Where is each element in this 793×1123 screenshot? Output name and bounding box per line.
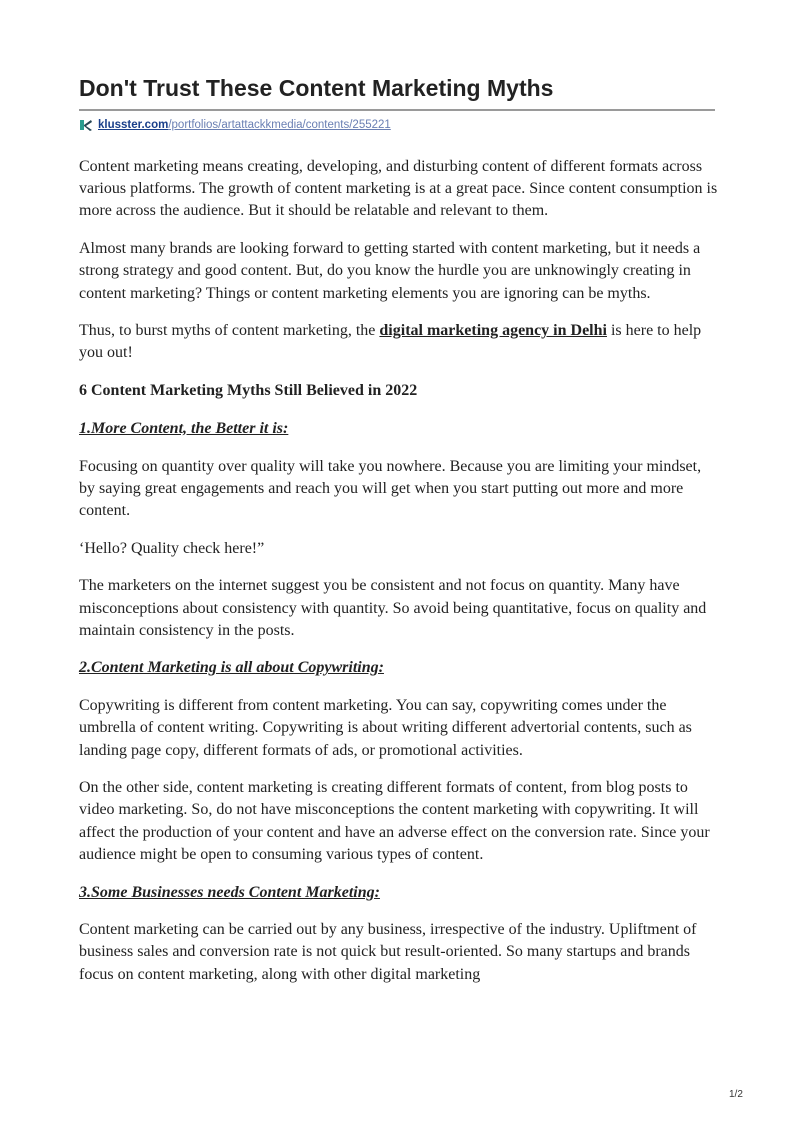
myth-1-paragraph-3: The marketers on the internet suggest you be consistent and not focus on quantity. Many have misconceptions about consistency with quantity. So avoid being quantitative, focus on quality and maintain consistency in the posts. xyxy=(79,577,707,639)
myth-2-paragraph-1: Copywriting is different from content marketing. You can say, copywriting comes under the umbrella of content writing. Copywriting is about writing different advertorial contents, such as landing page copy, different formats of ads, or promotional activities. xyxy=(79,697,692,759)
myth-1-paragraph-2: ‘Hello? Quality check here!” xyxy=(79,539,265,557)
title-divider xyxy=(79,109,715,111)
intro-paragraph-3 xyxy=(79,320,719,364)
page-title: Don't Trust These Content Marketing Myths xyxy=(79,75,554,101)
myth-1-title: 1.More Content, the Better it is: xyxy=(79,419,289,437)
myth-2-paragraph-2: On the other side, content marketing is creating different formats of content, from blog posts to video marketing. So, do not have misconceptions the content marketing with copywriting. It will affect the production of your content and have an adverse effect on the conversion rate. Since your audience might be open to consuming various types of content. xyxy=(79,779,710,863)
myth-3-title: 3.Some Businesses needs Content Marketing: xyxy=(79,883,380,901)
agency-link[interactable]: digital marketing agency in Delhi xyxy=(379,322,607,340)
source-line xyxy=(79,117,391,133)
myth-2-title: 2.Content Marketing is all about Copywriting: xyxy=(79,659,384,677)
intro-p3-before: Thus, to burst myths of content marketing, the xyxy=(79,322,380,340)
source-path-link[interactable]: /portfolios/artattackkmedia/contents/255221 xyxy=(168,119,391,131)
myth-1-paragraph-1: Focusing on quantity over quality will take you nowhere. Because you are limiting your mindset, by saying great engagements and reach you will get when you start putting out more and more content. xyxy=(79,457,702,519)
page-number: 1/2 xyxy=(729,1089,743,1100)
intro-paragraph-1: Content marketing means creating, developing, and disturbing content of different formats across various platforms. The growth of content marketing is at a great pace. Since content consumption is more across the audience. But it should be relatable and relevant to them. xyxy=(79,158,718,220)
intro-paragraph-2: Almost many brands are looking forward to getting started with content marketing, but it needs a strong strategy and good content. But, do you know the hurdle you are unknowingly creating in content marketing? Things or content marketing elements you are ignoring can be myths. xyxy=(79,240,701,302)
intro-p3-after: is here to help you out! xyxy=(79,322,702,362)
klusster-logo-icon xyxy=(79,119,93,131)
article-body xyxy=(79,156,719,1001)
source-domain-link[interactable]: klusster.com xyxy=(98,119,169,131)
section-heading: 6 Content Marketing Myths Still Believed in 2022 xyxy=(79,382,418,400)
myth-3-paragraph-1: Content marketing can be carried out by any business, irrespective of the industry. Upliftment of business sales and conversion rate is not quick but result-oriented. So many startups and brands focus on content marketing, along with other digital marketing xyxy=(79,921,697,983)
